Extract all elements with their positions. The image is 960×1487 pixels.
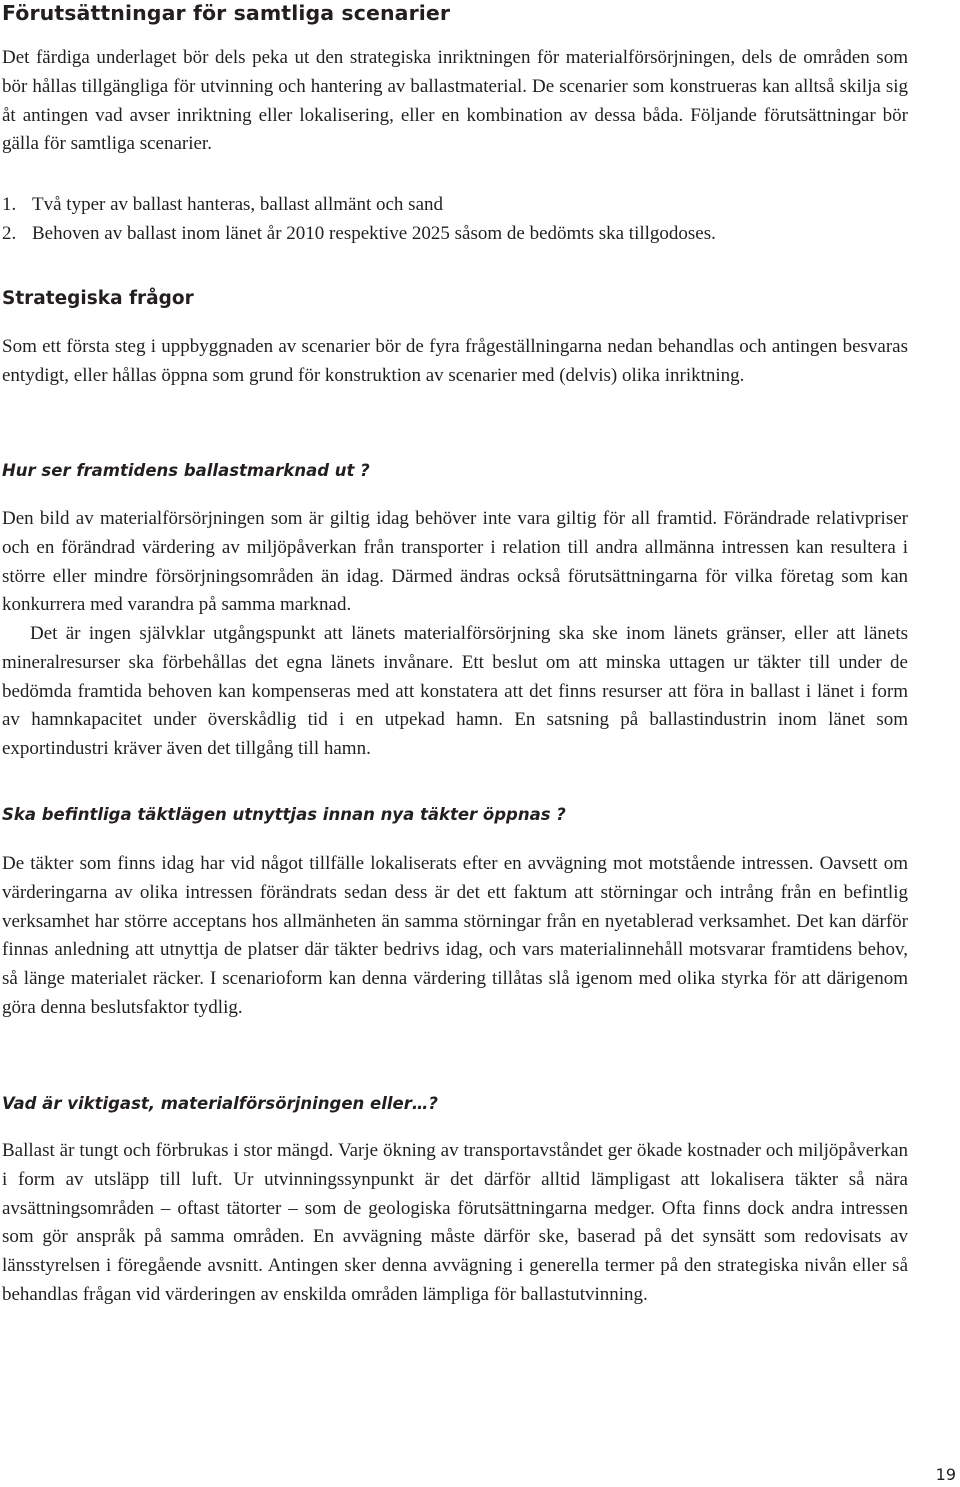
- paragraph-importance: Ballast är tungt och förbrukas i stor mängd. Varje ökning av transportavståndet ger ökade kostnader och miljöpåverkan i form av utsläpp till luft. Ur utvinningssynpunkt är det därför alltid lämpligast att lokalisera täkter så nära avsättningsområden – oftast tätorter – som de geologiska förutsättningarna medger. Ofta finns dock andra intressen som gör anspråk på samma områden. En avvägning måste därför ske, baserad på det synsätt som redovisats av länsstyrelsen i föregående avsnitt. Antingen sker denna avvägning i generella termer på den strategiska nivån eller så behandlas frågan vid värderingen av enskilda områden lämpliga för ballastutvinning.: [2, 1140, 908, 1305]
- heading-market: Hur ser framtidens ballastmarknad ut ?: [2, 461, 370, 480]
- heading-importance: Vad är viktigast, materialförsörjningen eller…?: [2, 1094, 438, 1113]
- list-number: 1.: [2, 194, 17, 215]
- page-number: 19: [935, 1465, 956, 1484]
- list-item: [2, 190, 908, 219]
- heading-existing: Ska befintliga täktlägen utnyttjas innan nya täkter öppnas ?: [2, 805, 566, 824]
- premises-list: [2, 190, 908, 248]
- paragraph-market-1: Den bild av materialförsörjningen som är giltig idag behöver inte vara giltig för all framtid. Förändrade relativpriser och en förändrad värdering av miljöpåverkan från transporter i relation till andra allmänna intressen kan resultera i större eller mindre försörjningsområden än idag. Därmed ändras också förutsättningarna för vilka företag som kan konkurrera med varandra på samma marknad.: [2, 508, 908, 616]
- list-number: 2.: [2, 223, 17, 244]
- paragraph-strategic: Som ett första steg i uppbyggnaden av scenarier bör de fyra frågeställningarna nedan behandlas och antingen besvaras entydigt, eller hållas öppna som grund för konstruktion av scenarier med (delvis) olika inriktning.: [2, 336, 908, 386]
- heading-premises: Förutsättningar för samtliga scenarier: [2, 1, 451, 25]
- heading-strategic: Strategiska frågor: [2, 288, 194, 309]
- paragraph-existing: De täkter som finns idag har vid något tillfälle lokaliserats efter en avvägning mot motstående intressen. Oavsett om värderingarna av olika intressen förändrats sedan dess är det ett faktum att störningar och intrång från en befintlig verksamhet har större acceptans hos allmänheten än samma störningar från en nyetablerad verksamhet. Det kan därför finnas anledning att utnyttja de platser där täkter bedrivs idag, och vars materialinnehåll motsvarar framtidens behov, så länge materialet räcker. I scenarioform kan denna värdering tillåtas slå igenom med olika styrka för att därigenom göra denna beslutsfaktor tydlig.: [2, 853, 908, 1018]
- paragraph-market-2: Det är ingen självklar utgångspunkt att länets materialförsörjning ska ske inom länets gränser, eller att länets mineralresurser ska förbehållas det egna länets invånare. Ett beslut om att minska uttagen ur täkter till under de bedömda framtida behoven kan kompenseras med att konstatera att det finns resurser att föra in ballast i länet i form av hamnkapacitet under överskådlig tid i en utpekad hamn. En satsning på ballastindustrin inom länet som exportindustri kräver även det tillgång till hamn.: [2, 623, 908, 760]
- list-item: [2, 219, 908, 248]
- paragraph-premises: Det färdiga underlaget bör dels peka ut den strategiska inriktningen för materialförsörjningen, dels de områden som bör hållas tillgängliga för utvinning och hantering av ballastmaterial. De scenarier som konstrueras kan alltså skilja sig åt antingen vad avser inriktning eller lokalisering, eller en kombination av dessa båda. Följande förutsättningar bör gälla för samtliga scenarier.: [2, 47, 908, 155]
- list-text: Två typer av ballast hanteras, ballast allmänt och sand: [32, 194, 443, 215]
- list-text: Behoven av ballast inom länet år 2010 respektive 2025 såsom de bedömts ska tillgodoses.: [32, 223, 716, 244]
